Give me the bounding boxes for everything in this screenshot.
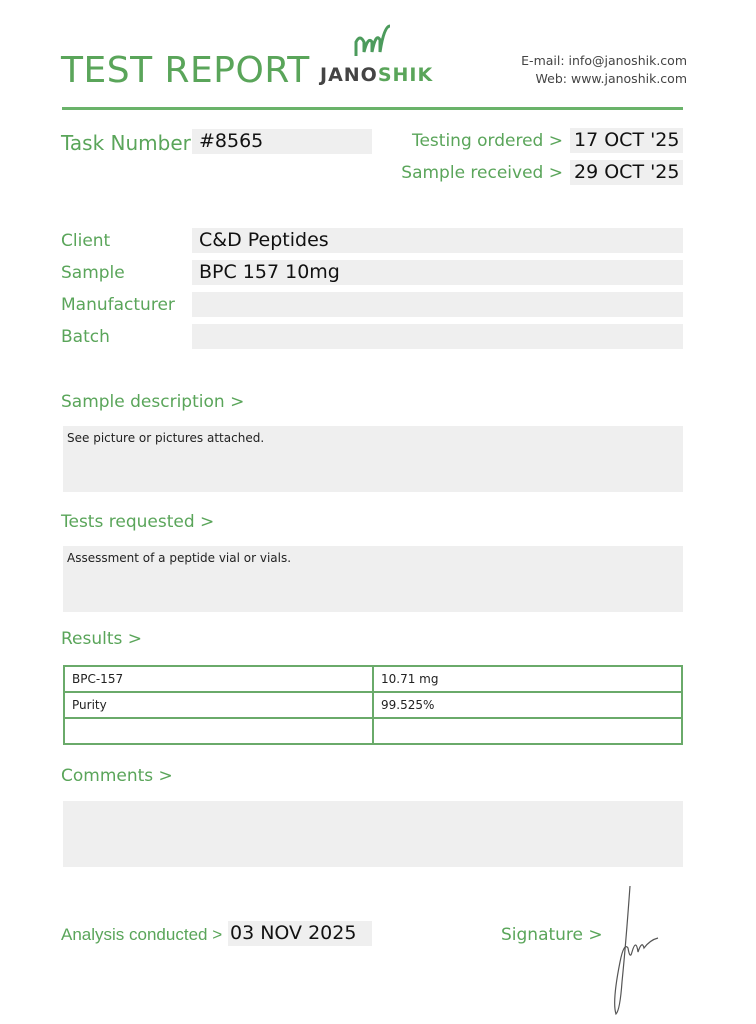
client-field <box>192 228 683 253</box>
sample-received-value: 29 OCT '25 <box>574 161 680 183</box>
logo-text-green: SHIK <box>377 64 434 86</box>
analysis-conducted-value: 03 NOV 2025 <box>230 922 357 944</box>
sample-description-box: See picture or pictures attached. <box>63 426 683 492</box>
testing-ordered-label: Testing ordered > <box>411 131 563 151</box>
tests-requested-label: Tests requested > <box>61 512 215 532</box>
client-label: Client <box>61 231 111 251</box>
sample-label: Sample <box>61 263 125 283</box>
logo-text-dark: JANO <box>320 64 378 86</box>
sample-field <box>192 260 683 285</box>
result-name: BPC-157 <box>64 666 373 692</box>
task-number-value: #8565 <box>199 130 264 152</box>
sample-value: BPC 157 10mg <box>199 261 340 283</box>
table-row <box>64 718 682 744</box>
result-name: Purity <box>64 692 373 718</box>
sample-received-field <box>570 160 683 185</box>
testing-ordered-field <box>570 128 683 153</box>
janoshik-logo <box>320 22 434 86</box>
manufacturer-label: Manufacturer <box>61 295 175 315</box>
result-value <box>373 718 682 744</box>
tests-requested-box: Assessment of a peptide vial or vials. <box>63 546 683 612</box>
sample-description-label: Sample description > <box>61 392 245 412</box>
task-number-label: Task Number <box>61 131 191 155</box>
table-row <box>64 666 682 692</box>
testing-ordered-value: 17 OCT '25 <box>574 129 680 151</box>
result-value: 10.71 mg <box>373 666 682 692</box>
manufacturer-field <box>192 292 683 317</box>
sample-received-label: Sample received > <box>401 163 563 183</box>
signature-label: Signature > <box>501 925 603 945</box>
analysis-conducted-label: Analysis conducted > <box>61 925 223 944</box>
batch-label: Batch <box>61 327 110 347</box>
report-title: TEST REPORT <box>61 50 310 91</box>
batch-field <box>192 324 683 349</box>
contact-info <box>521 52 687 88</box>
signature-icon <box>600 882 670 1018</box>
comments-label: Comments > <box>61 766 173 786</box>
table-row <box>64 692 682 718</box>
client-value: C&D Peptides <box>199 229 329 251</box>
comments-box <box>63 801 683 867</box>
results-table <box>63 665 683 745</box>
logo-mark-icon <box>320 22 426 62</box>
results-label: Results > <box>61 629 143 649</box>
result-value: 99.525% <box>373 692 682 718</box>
result-name <box>64 718 373 744</box>
email-text: E-mail: info@janoshik.com <box>521 53 687 68</box>
analysis-conducted-field <box>228 921 372 946</box>
task-number-field <box>192 129 372 154</box>
header-divider <box>62 107 683 110</box>
web-text: Web: www.janoshik.com <box>535 71 687 86</box>
